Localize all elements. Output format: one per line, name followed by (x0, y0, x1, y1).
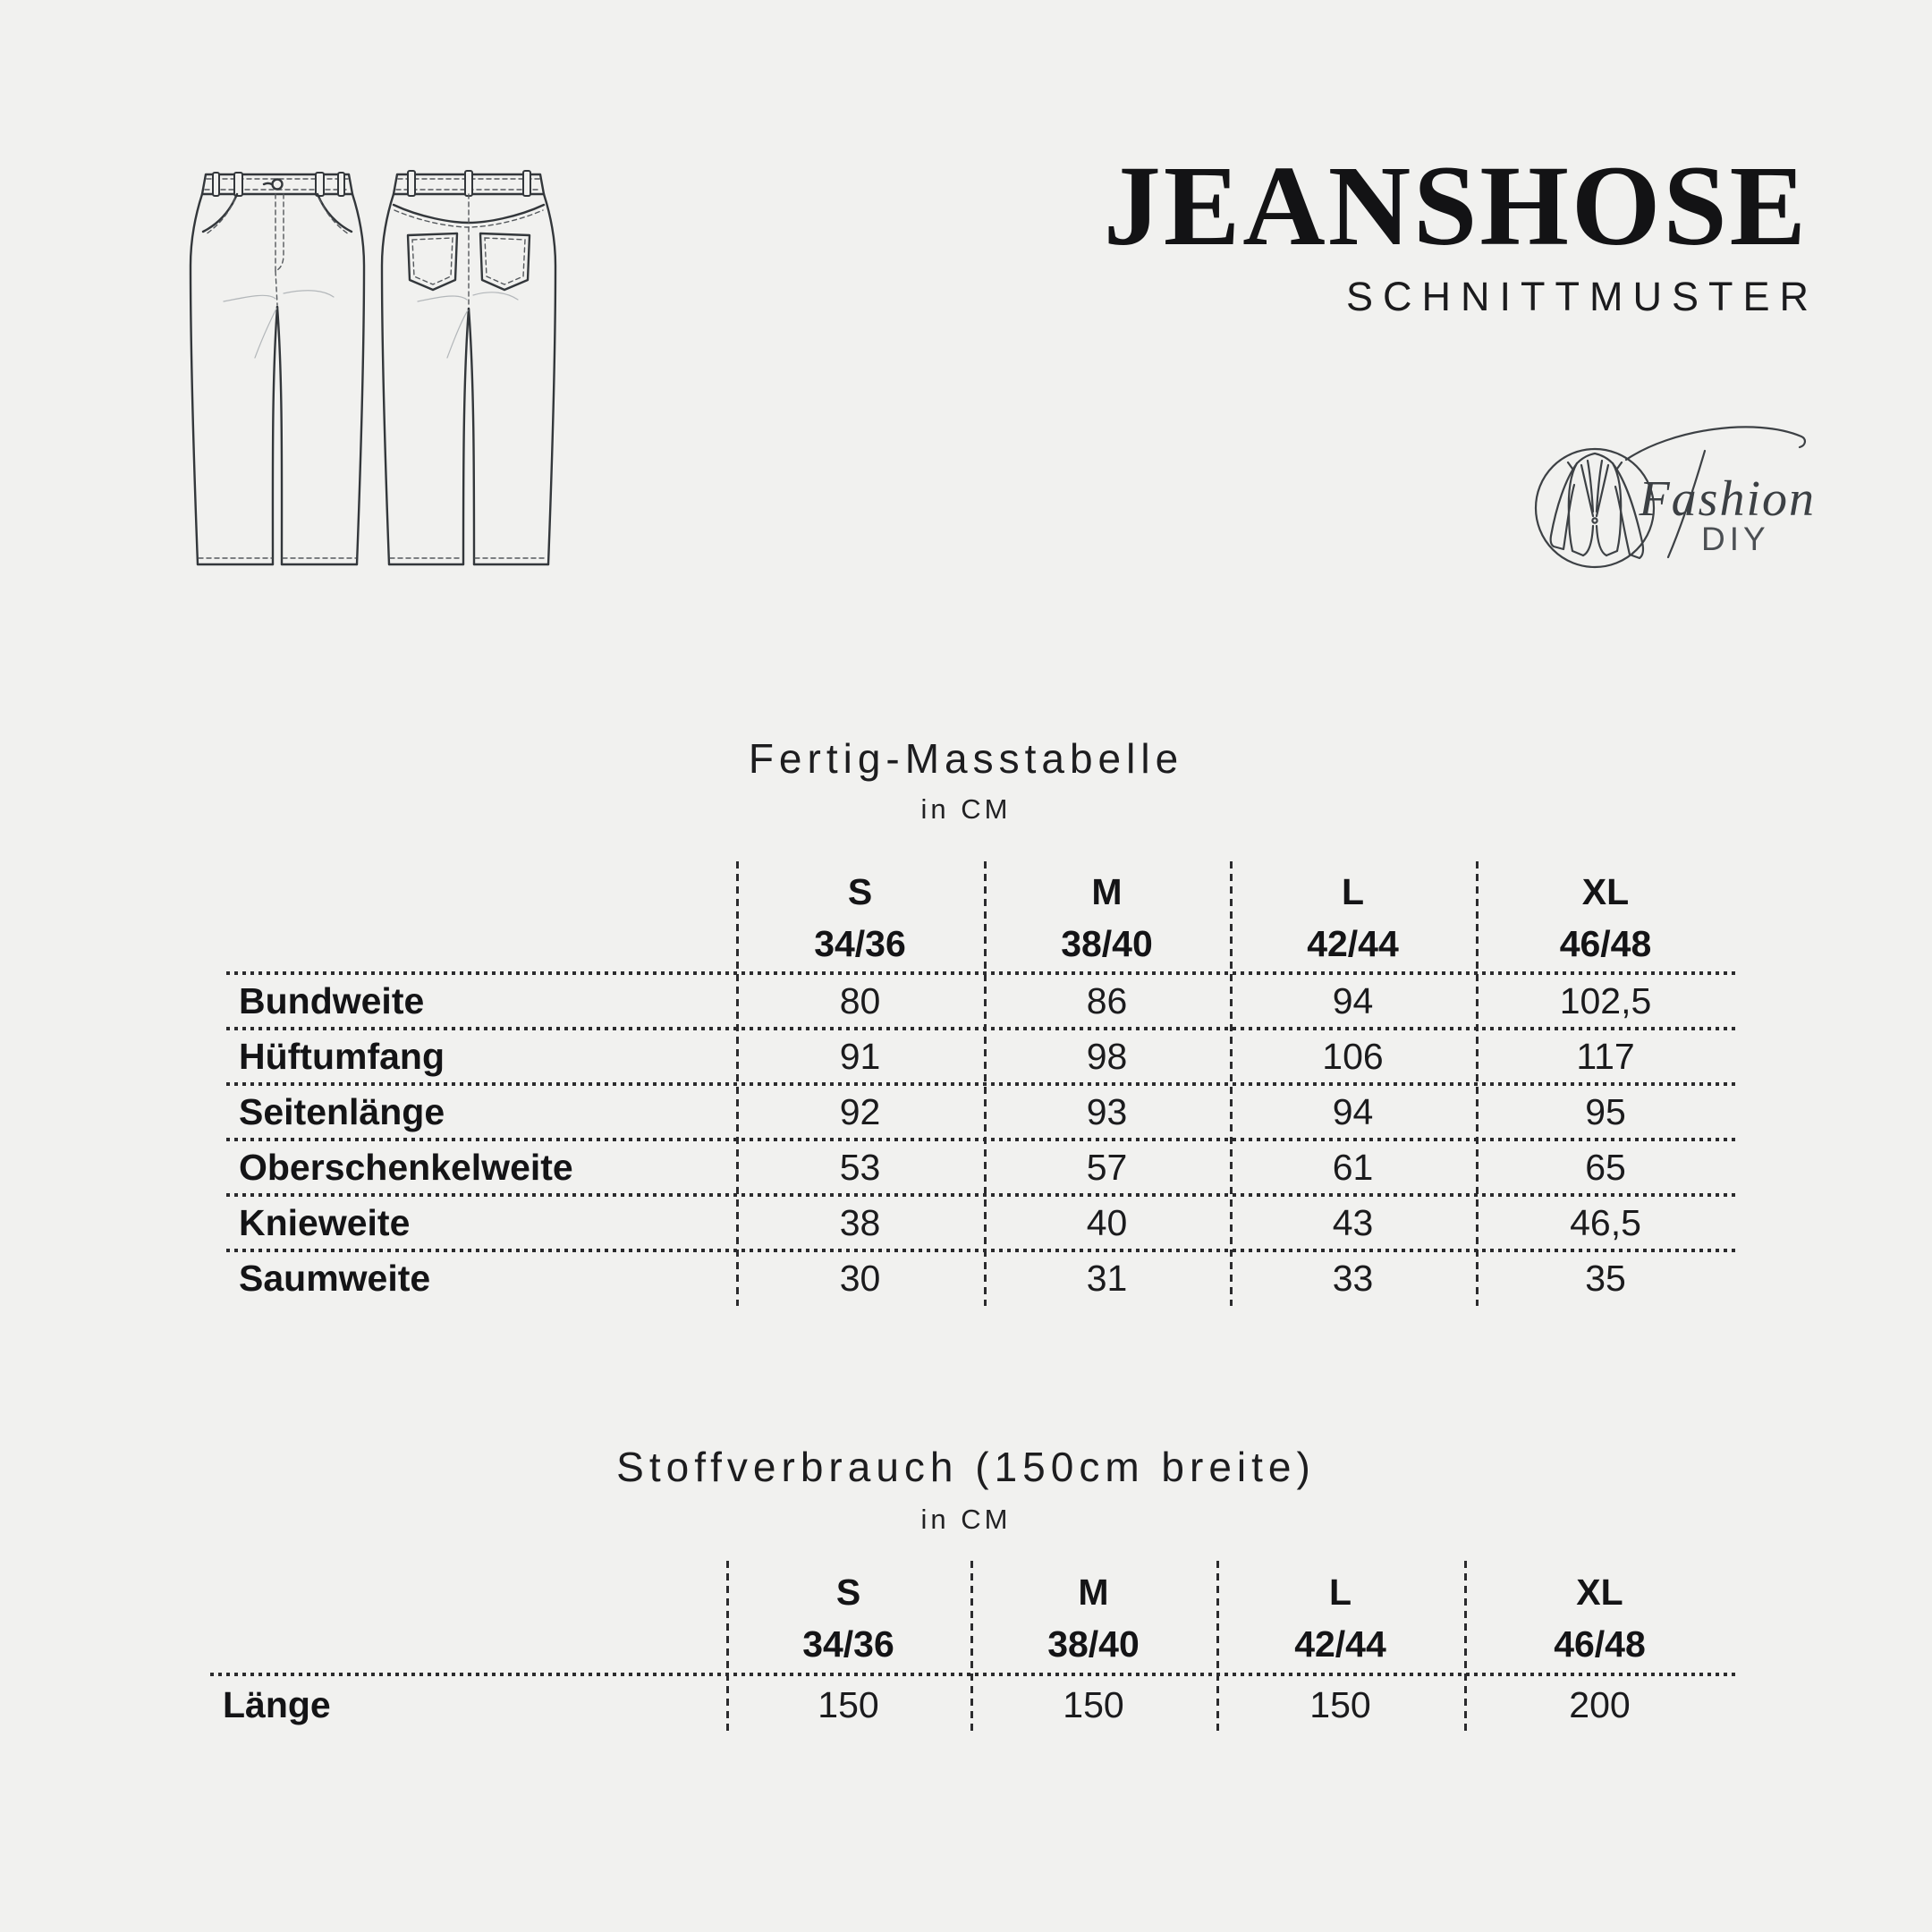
size-col-header-m: M 38/40 (1047, 1571, 1140, 1665)
cell-value: 40 (1086, 1202, 1128, 1243)
page-subtitle: SCHNITTMUSTER (1346, 274, 1818, 319)
table-corner-cell (226, 861, 736, 973)
cell-value: 200 (1569, 1684, 1631, 1725)
cell-value: 94 (1332, 980, 1374, 1021)
row-label: Länge (223, 1684, 331, 1725)
row-label: Oberschenkelweite (239, 1147, 573, 1188)
size-col-header-l: L 42/44 (1307, 870, 1399, 964)
row-label: Knieweite (239, 1202, 411, 1243)
column-divider-line (736, 861, 739, 1306)
row-divider-line (226, 971, 1735, 975)
jeans-front-drawing (191, 173, 364, 564)
cell-value: 30 (839, 1258, 881, 1299)
cell-value: 53 (839, 1147, 881, 1188)
cell-value: 106 (1322, 1036, 1384, 1077)
size-table-title: Fertig-Masstabelle (748, 735, 1184, 782)
fashion-diy-logo (1521, 411, 1843, 599)
cell-value: 61 (1332, 1147, 1374, 1188)
cell-value: 91 (839, 1036, 881, 1077)
size-table-unit: in CM (920, 793, 1012, 825)
cell-value: 86 (1086, 980, 1128, 1021)
logo-script-fashion: Fashion (1639, 471, 1816, 527)
row-label: Seitenlänge (239, 1091, 445, 1132)
column-divider-line (970, 1561, 973, 1735)
cell-value: 98 (1086, 1036, 1128, 1077)
cell-value: 117 (1576, 1036, 1635, 1077)
logo-swoosh (1626, 427, 1805, 460)
row-divider-line (226, 1249, 1735, 1252)
cell-value: 35 (1585, 1258, 1626, 1299)
cell-value: 150 (1063, 1684, 1124, 1725)
column-divider-line (1216, 1561, 1219, 1735)
row-label: Hüftumfang (239, 1036, 445, 1077)
size-col-header-xl: XL 46/48 (1559, 870, 1652, 964)
cell-value: 33 (1332, 1258, 1374, 1299)
column-divider-line (726, 1561, 729, 1735)
cell-value: 43 (1332, 1202, 1374, 1243)
size-col-header-s: S 34/36 (814, 870, 906, 964)
row-divider-line (226, 1138, 1735, 1141)
cell-value: 46,5 (1570, 1202, 1641, 1243)
size-col-header-m: M 38/40 (1061, 870, 1153, 964)
size-col-header-s: S 34/36 (802, 1571, 894, 1665)
size-col-header-l: L 42/44 (1294, 1571, 1386, 1665)
cell-value: 57 (1086, 1147, 1128, 1188)
row-divider-line (226, 1027, 1735, 1030)
cell-value: 65 (1585, 1147, 1626, 1188)
cell-value: 102,5 (1559, 980, 1652, 1021)
row-divider-line (226, 1193, 1735, 1197)
jeans-flat-sketches (183, 165, 559, 581)
cell-value: 31 (1086, 1258, 1128, 1299)
fabric-table-unit: in CM (920, 1504, 1012, 1535)
cell-value: 93 (1086, 1091, 1128, 1132)
row-label: Saumweite (239, 1258, 431, 1299)
column-divider-line (1476, 861, 1479, 1306)
cell-value: 95 (1585, 1091, 1626, 1132)
jeans-back-drawing (382, 171, 555, 564)
size-col-header-xl: XL 46/48 (1554, 1571, 1646, 1665)
row-label: Bundweite (239, 980, 425, 1021)
cell-value: 150 (818, 1684, 879, 1725)
cell-value: 38 (839, 1202, 881, 1243)
cell-value: 80 (839, 980, 881, 1021)
row-divider-line (226, 1082, 1735, 1086)
column-divider-line (1464, 1561, 1467, 1735)
column-divider-line (1230, 861, 1233, 1306)
cell-value: 150 (1309, 1684, 1371, 1725)
table-corner-cell (210, 1561, 726, 1674)
logo-text-diy: DIY (1701, 521, 1770, 557)
size-table (226, 861, 1735, 1306)
fabric-table-title: Stoffverbrauch (150cm breite) (616, 1444, 1316, 1490)
column-divider-line (984, 861, 987, 1306)
page-title: JEANSHOSE (1103, 142, 1809, 269)
cell-value: 92 (839, 1091, 881, 1132)
fabric-table (210, 1561, 1735, 1735)
cell-value: 94 (1332, 1091, 1374, 1132)
